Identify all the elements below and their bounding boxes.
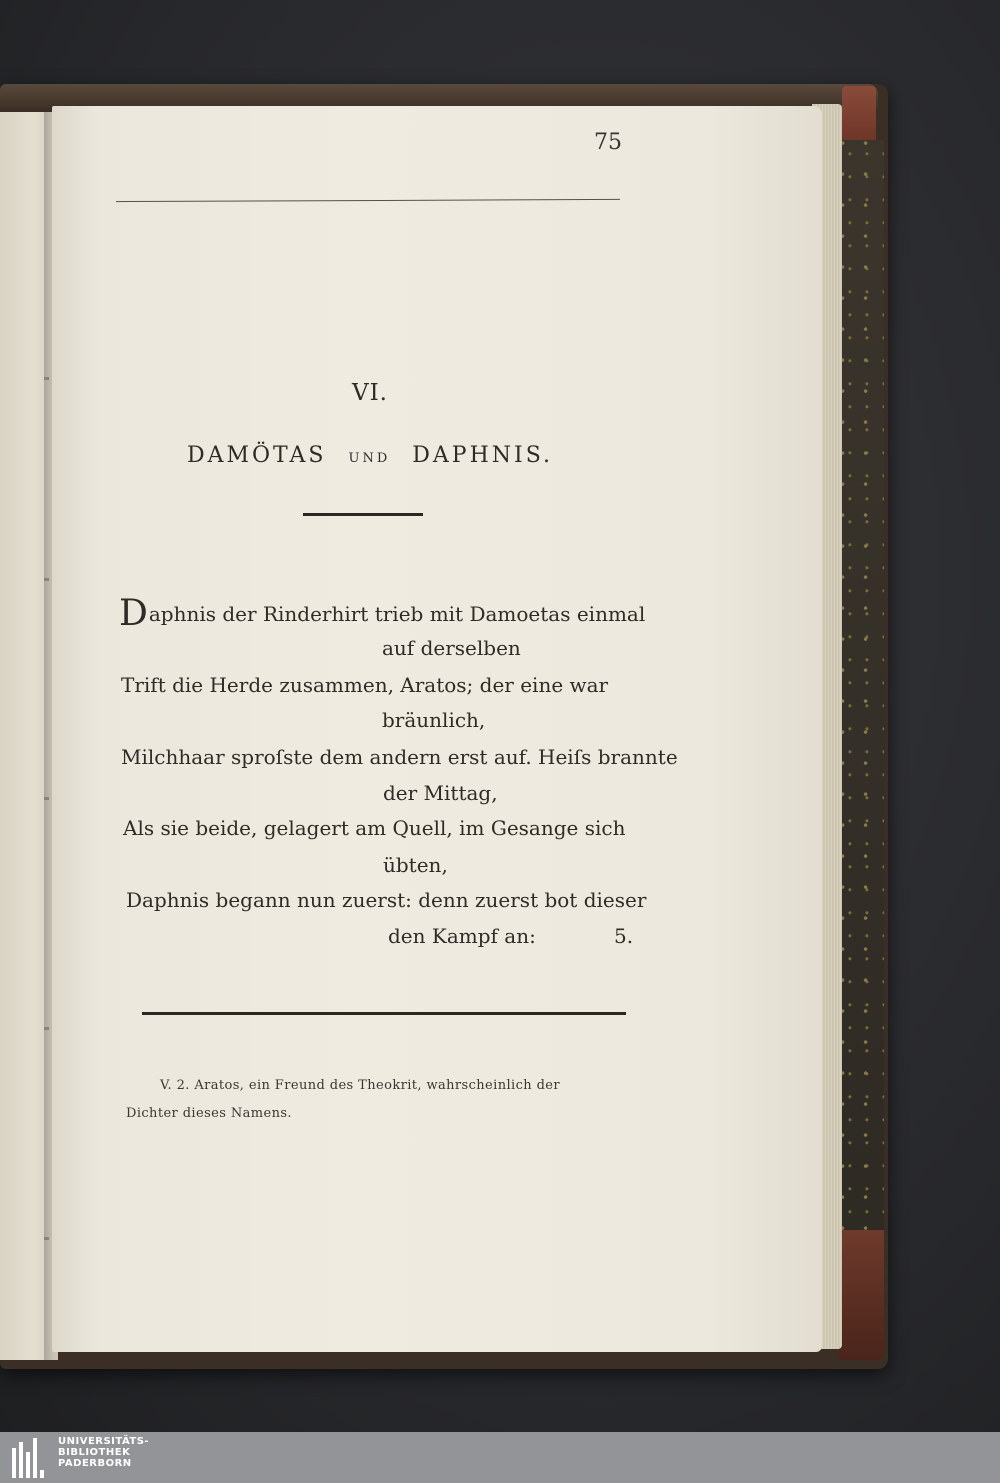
verse-line-3-cont: der Mittag, — [383, 781, 498, 805]
verse-line-5: Daphnis begann nun zuerst: denn zuerst bot dieser — [126, 888, 647, 912]
verse-line-1 — [119, 593, 646, 634]
cover-corner — [842, 86, 876, 146]
cover-marbled-edge — [838, 140, 884, 1230]
cover-top-edge — [0, 84, 878, 108]
section-title — [120, 443, 620, 468]
title-name-2: DAPHNIS. — [412, 443, 554, 468]
binding-stitch — [44, 377, 49, 380]
verse-line-1-cont: auf derselben — [382, 636, 521, 660]
line-number: 5. — [614, 924, 634, 948]
library-logo-icon — [10, 1436, 46, 1480]
verse-line-2-cont: bräunlich, — [382, 708, 486, 732]
footnote-line-2: Dichter dieses Namens. — [126, 1106, 292, 1121]
binding-stitch — [44, 797, 49, 800]
banner-line-2: BIBLIOTHEK — [58, 1447, 131, 1458]
banner-line-3: PADERBORN — [58, 1458, 132, 1469]
verse-line-3: Milchhaar sproſste dem andern erst auf. Heiſs brannte — [121, 745, 678, 769]
verse-text: aphnis der Rinderhirt trieb mit Damoetas einmal — [148, 602, 646, 626]
binding-stitch — [44, 1237, 49, 1240]
drop-cap: D — [119, 593, 148, 634]
footnote-rule — [142, 1012, 626, 1015]
title-name-1: DAMÖTAS — [186, 443, 327, 468]
title-conjunction: UND — [348, 451, 391, 466]
library-banner — [0, 1432, 1000, 1483]
binding-stitch — [44, 578, 49, 581]
section-numeral: VI. — [351, 380, 388, 406]
banner-line-1: UNIVERSITÄTS- — [58, 1436, 150, 1447]
verse-line-2: Trift die Herde zusammen, Aratos; der eine war — [121, 673, 609, 697]
verse-line-4-cont: übten, — [383, 853, 448, 877]
verse-line-5-cont: den Kampf an: — [388, 924, 536, 948]
title-rule — [303, 513, 423, 516]
footnote-line-1: V. 2. Aratos, ein Freund des Theokrit, wahrscheinlich der — [160, 1078, 561, 1093]
cover-corner-bottom — [838, 1230, 884, 1360]
page-number: 75 — [594, 130, 622, 155]
verse-line-4: Als sie beide, gelagert am Quell, im Gesange sich — [123, 816, 626, 840]
binding-stitch — [44, 1027, 49, 1030]
